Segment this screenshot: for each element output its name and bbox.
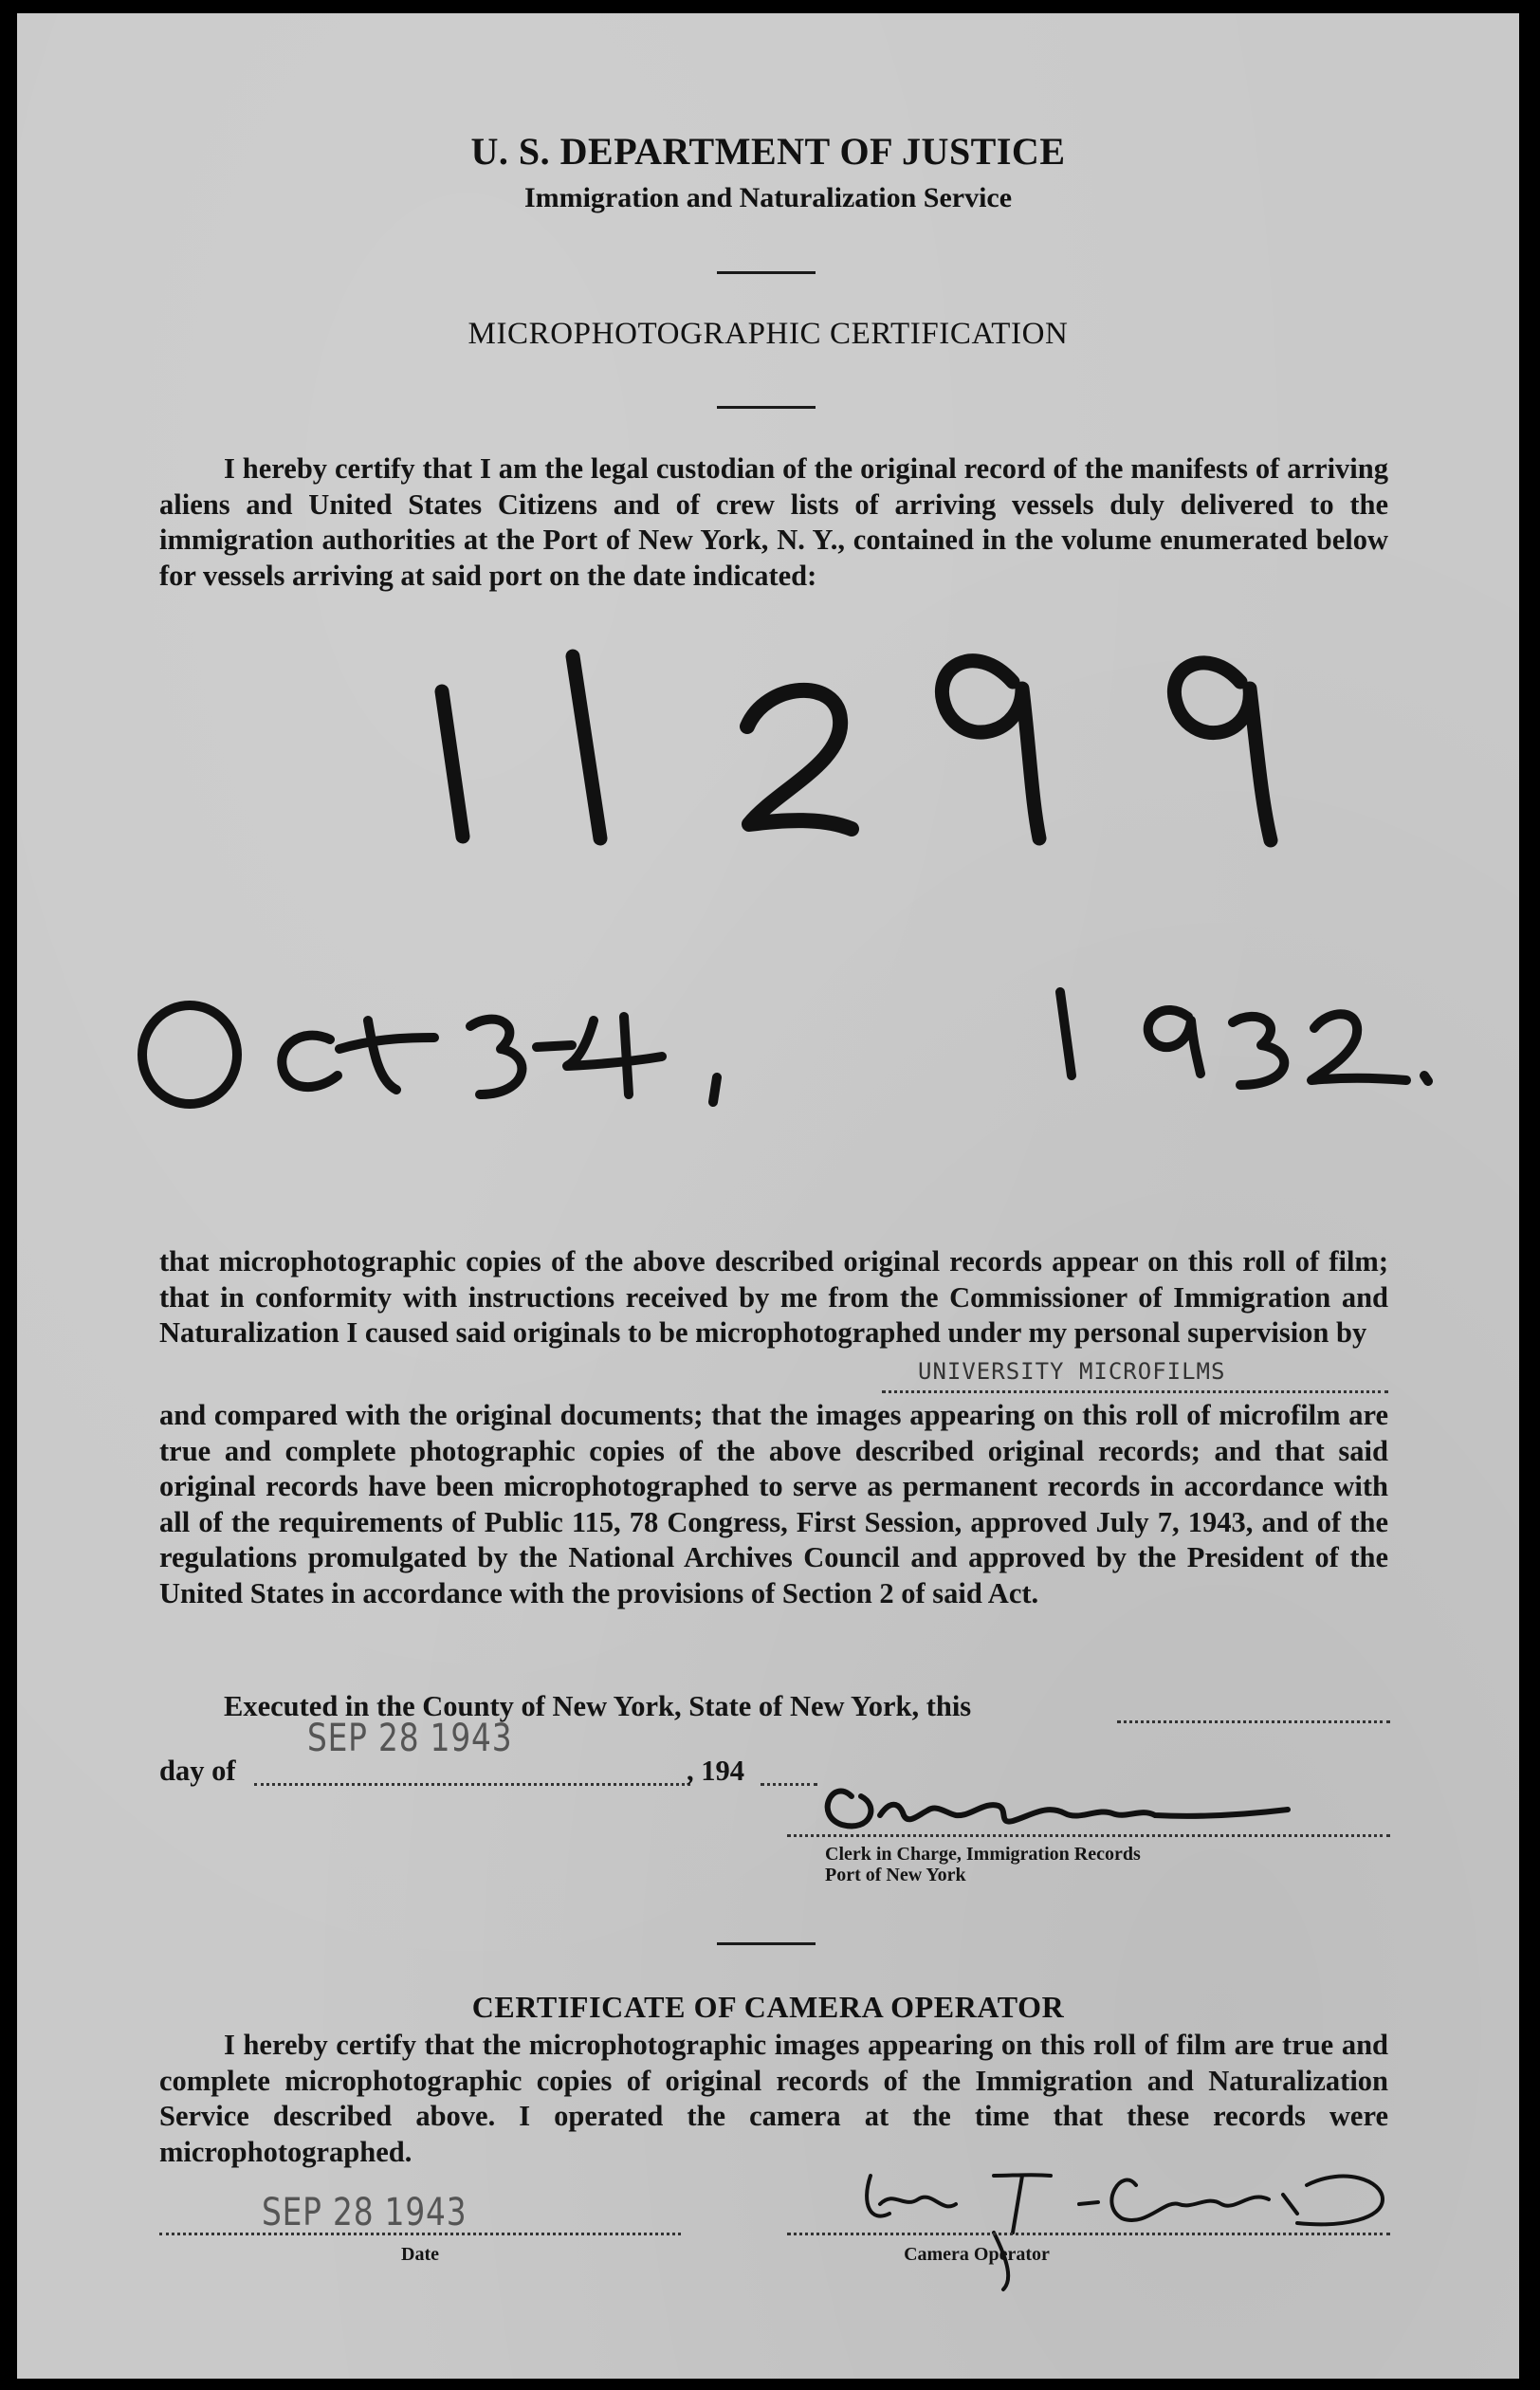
clerk-signature [795,1758,1383,1853]
operator-signature [852,2147,1477,2299]
certificate-document [17,13,1519,2379]
certification-paragraph-2-rest: and compared with the original documents; that the images appearing on this roll of microfilm are true and complete photographic copies of the above described original records; and that said original records have been microphotographed to serve as permanent records in accordance with all of the requirements of Public 115, 78 Congress, First Session, approved July 7, 1943, and of the regulations promulgated by the National Archives Council and approved by the President of the United States in accordance with the provisions of Section 2 of said Act. [159,1399,1388,1609]
clerk-title-line-2: Port of New York [825,1865,966,1885]
clerk-signature-line [787,1834,1390,1837]
received-date-stamp: SEP 28 1943 [307,1717,513,1760]
day-of-line [254,1783,690,1786]
operator-date-stamp: SEP 28 1943 [262,2191,468,2234]
supervisor-typed-name: UNIVERSITY MICROFILMS [918,1358,1226,1385]
department-heading: U. S. DEPARTMENT OF JUSTICE [470,130,1066,173]
year-prefix: , 194 [687,1755,744,1787]
paragraph-2-intro: that microphotographic copies of the above described original records appear on this roll of film; that in conformity with instructions received by me from the Commissioner of Immigration and Naturalization I caused said originals to be microphotographed under my personal supervision by [159,1245,1388,1349]
handwritten-date [142,992,1428,1104]
date-line [159,2233,681,2235]
handwritten-volume-number [442,656,1271,840]
certification-title: MICROPHOTOGRAPHIC CERTIFICATION [468,317,1069,351]
section-divider [717,1942,816,1945]
camera-operator-caption: Camera Operator [904,2244,1050,2265]
supervisor-dotted-line [882,1390,1388,1393]
camera-operator-line [787,2233,1390,2235]
certification-paragraph-1: I hereby certify that I am the legal custodian of the original record of the manifests of arriving aliens and United States Citizens and of crew lists of arriving vessels duly delivered to the immigration authorities at the Port of New York, N. Y., contained in the volume enumerated below for vessels arriving at said port on the date indicated: [159,452,1388,592]
date-caption: Date [401,2244,439,2265]
executed-statement: Executed in the County of New York, State of New York, this [224,1690,972,1722]
clerk-title-line-1: Clerk in Charge, Immigration Records [825,1844,1141,1865]
camera-operator-title: CERTIFICATE OF CAMERA OPERATOR [471,1990,1065,2024]
day-of-label: day of [159,1755,236,1787]
executed-day-line [1117,1720,1390,1723]
certification-paragraph-2 [159,1244,1388,1351]
camera-operator-paragraph: I hereby certify that the microphotographic images appearing on this roll of film are true and complete microphotographic copies of original records of the Immigration and Naturalization Service described above. I operated the camera at the time that these records were microphotographed. [159,2029,1388,2168]
service-subheading: Immigration and Naturalization Service [523,182,1013,213]
handwriting-layer [17,13,1519,1151]
